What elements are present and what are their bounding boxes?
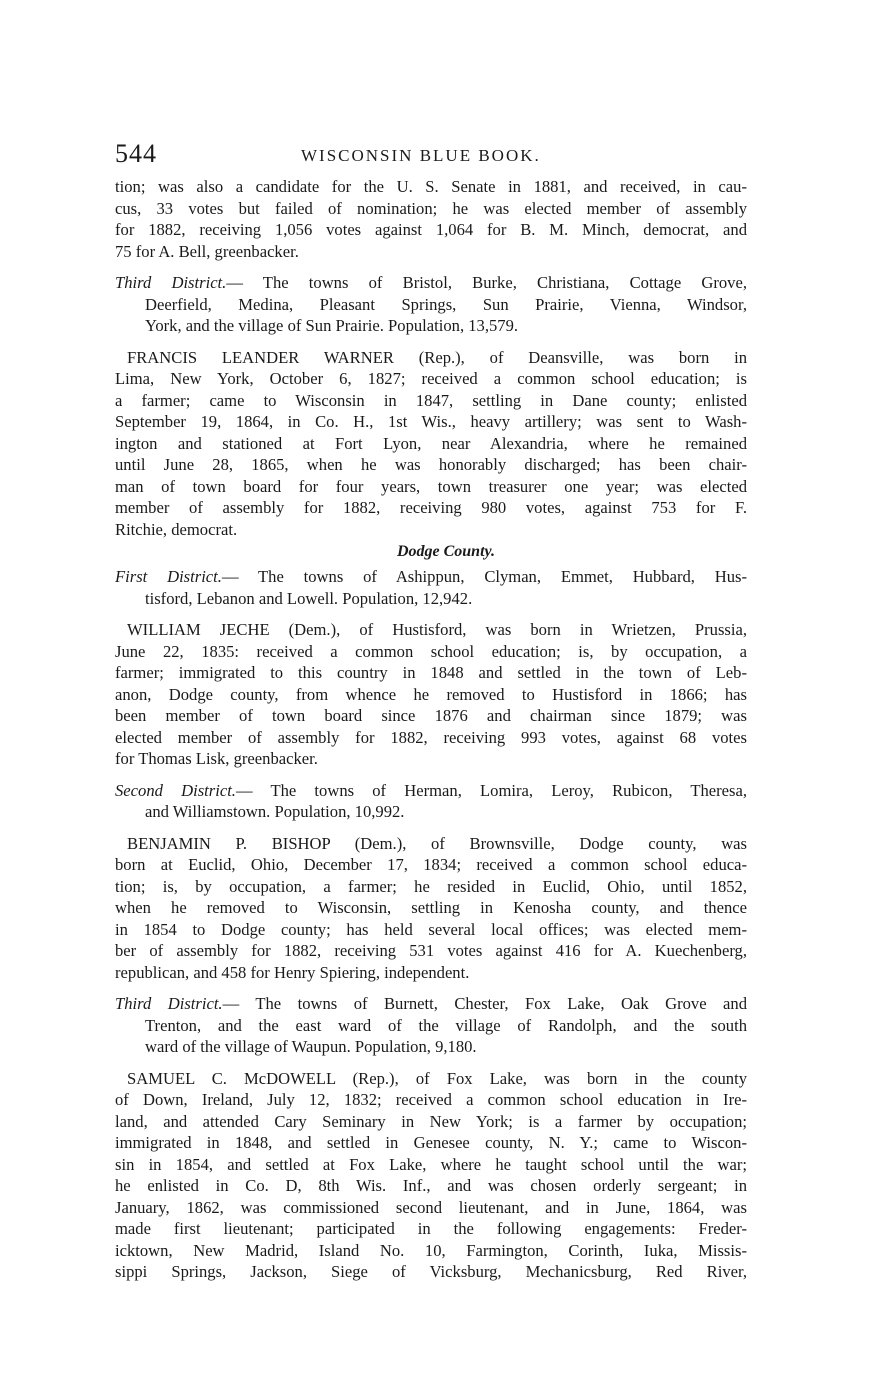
text-line: for 1882, receiving 1,056 votes against 1,064 for B. M. Minch, democrat, and xyxy=(115,220,747,239)
text-line: immigrated in 1848, and settled in Genesee county, N. Y.; came to Wiscon- xyxy=(115,1133,747,1152)
text-line: ber of assembly for 1882, receiving 531 votes against 416 for A. Kuechenberg, xyxy=(115,941,747,960)
book-page xyxy=(115,140,747,1283)
district-text: — The towns of Herman, Lomira, Leroy, Rubicon, Theresa, xyxy=(235,780,748,800)
district-text: tisford, Lebanon and Lowell. Population, 12,942. xyxy=(145,588,473,608)
district-text: — The towns of Ashippun, Clyman, Emmet, Hubbard, Hus- xyxy=(221,567,747,586)
text-line: tion; is, by occupation, a farmer; he resided in Euclid, Ohio, until 1852, xyxy=(115,876,747,896)
text-line: icktown, New Madrid, Island No. 10, Farmington, Corinth, Iuka, Missis- xyxy=(115,1240,747,1260)
district-description-dodge-third xyxy=(115,993,747,1058)
district-description-dane-third xyxy=(115,272,747,337)
running-head xyxy=(115,140,747,176)
text-line: January, 1862, was commissioned second lieutenant, and in June, 1864, was xyxy=(115,1197,747,1217)
text-line: in 1854 to Dodge county; has held several local offices; was elected mem- xyxy=(115,919,747,939)
text-line: FRANCIS LEANDER WARNER (Rep.), of Deansville, was born in xyxy=(127,347,747,367)
text-line: BENJAMIN P. BISHOP (Dem.), of Brownsville, Dodge county, was xyxy=(127,833,747,853)
text-line: member of assembly for 1882, receiving 980 votes, against 753 for F. xyxy=(115,498,747,517)
text-line: Lima, New York, October 6, 1827; received a common school education; is xyxy=(115,369,747,388)
text-line: republican, and 458 for Henry Spiering, independent. xyxy=(115,962,470,982)
biography-warner xyxy=(115,347,747,541)
text-line: land, and attended Cary Seminary in New York; is a farmer by occupation; xyxy=(115,1111,747,1131)
district-text: ward of the village of Waupun. Population, 9,180. xyxy=(145,1037,477,1056)
text-line: for Thomas Lisk, greenbacker. xyxy=(115,749,318,768)
district-text: Deerfield, Medina, Pleasant Springs, Sun Prairie, Vienna, Windsor, xyxy=(145,294,747,314)
district-text: Trenton, and the east ward of the village of Randolph, and the south xyxy=(145,1015,747,1035)
district-label: Second District. xyxy=(115,780,236,800)
district-text: and Williamstown. Population, 10,992. xyxy=(145,802,405,821)
text-line: Ritchie, democrat. xyxy=(115,519,238,539)
text-line: elected member of assembly for 1882, receiving 993 votes, against 68 votes xyxy=(115,727,747,747)
text-line: WILLIAM JECHE (Dem.), of Hustisford, was born in Wrietzen, Prussia, xyxy=(127,620,747,639)
text-line: sin in 1854, and settled at Fox Lake, where he taught school until the war; xyxy=(115,1154,747,1174)
previous-biography-continuation xyxy=(115,176,747,262)
text-line: sippi Springs, Jackson, Siege of Vicksburg, Mechanicsburg, Red River, xyxy=(115,1262,747,1281)
text-line: when he removed to Wisconsin, settling in Kenosha county, and thence xyxy=(115,898,747,917)
text-line: June 22, 1835: received a common school education; is, by occupation, a xyxy=(115,641,747,661)
biography-mcdowell xyxy=(115,1068,747,1283)
text-line: a farmer; came to Wisconsin in 1847, settling in Dane county; enlisted xyxy=(115,390,747,410)
district-text: York, and the village of Sun Prairie. Population, 13,579. xyxy=(145,316,519,335)
text-line: anon, Dodge county, from whence he removed to Hustisford in 1866; has xyxy=(115,684,747,704)
text-line: he enlisted in Co. D, 8th Wis. Inf., and was chosen orderly sergeant; in xyxy=(115,1176,747,1195)
district-description-dodge-first xyxy=(115,566,747,609)
district-description-dodge-second xyxy=(115,780,747,823)
text-line: SAMUEL C. McDOWELL (Rep.), of Fox Lake, was born in the county xyxy=(127,1068,747,1088)
district-text: — The towns of Bristol, Burke, Christiana, Cottage Grove, xyxy=(226,273,747,292)
district-label: First District. xyxy=(115,567,222,586)
text-line: farmer; immigrated to this country in 1848 and settled in the town of Leb- xyxy=(115,663,747,682)
book-title: WISCONSIN BLUE BOOK. xyxy=(301,146,541,165)
district-label: Third District. xyxy=(115,994,223,1013)
page-number: 544 xyxy=(115,139,157,168)
text-line: of Down, Ireland, July 12, 1832; received a common school education in Ire- xyxy=(115,1090,747,1109)
text-line: 75 for A. Bell, greenbacker. xyxy=(115,241,299,261)
biography-jeche xyxy=(115,619,747,770)
text-line: born at Euclid, Ohio, December 17, 1834; received a common school educa- xyxy=(115,855,747,874)
text-line: made first lieutenant; participated in the following engagements: Freder- xyxy=(115,1219,747,1238)
biography-bishop xyxy=(115,833,747,984)
text-line: cus, 33 votes but failed of nomination; he was elected member of assembly xyxy=(115,198,747,218)
text-line: been member of town board since 1876 and chairman since 1879; was xyxy=(115,706,747,725)
text-line: September 19, 1864, in Co. H., 1st Wis., heavy artillery; was sent to Wash- xyxy=(115,412,747,431)
text-line: man of town board for four years, town treasurer one year; was elected xyxy=(115,476,747,496)
text-line: ington and stationed at Fort Lyon, near Alexandria, where he remained xyxy=(115,433,747,453)
district-label: Third District. xyxy=(115,273,227,292)
text-line: until June 28, 1865, when he was honorably discharged; has been chair- xyxy=(115,455,747,474)
district-text: — The towns of Burnett, Chester, Fox Lake, Oak Grove and xyxy=(222,994,747,1013)
text-line: tion; was also a candidate for the U. S. Senate in 1881, and received, in cau- xyxy=(115,177,747,196)
page-body xyxy=(115,176,747,1283)
county-heading: Dodge County. xyxy=(396,543,496,560)
